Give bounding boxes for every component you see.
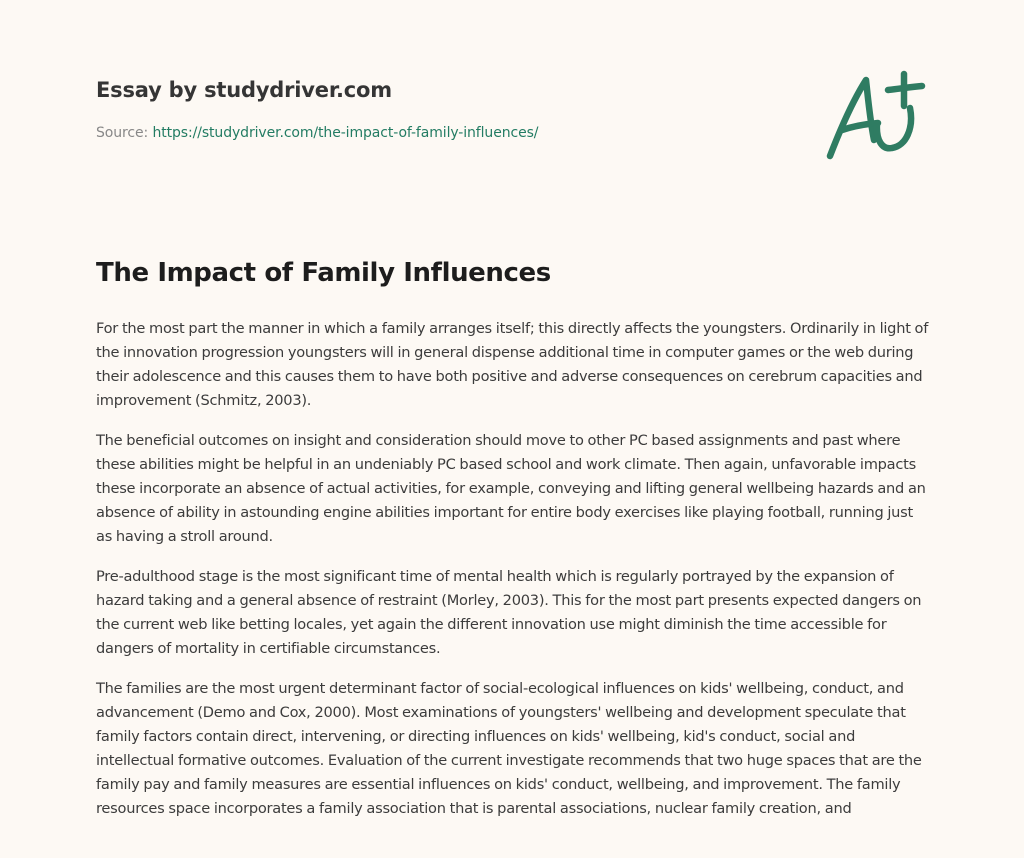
site-title: Essay by studydriver.com (96, 78, 392, 102)
essay-content (96, 255, 932, 837)
essay-paragraph: Pre-adulthood stage is the most significant time of mental health which is regularly portrayed by the expansion of hazard taking and a general absence of restraint (Morley, 2003). This for the most part presents expected dangers on the current web like betting locales, yet again the different innovation use might diminish the time accessible for dangers of mortality in certifiable circumstances. (96, 568, 922, 657)
essay-paragraph: For the most part the manner in which a family arranges itself; this directly affects the youngsters. Ordinarily in light of the innovation progression youngsters will in general dispense additional time in computer games or the web during their adolescence and this causes them to have both positive and adverse consequences on cerebrum capacities and improvement (Schmitz, 2003). (96, 320, 929, 409)
source-label: Source: (96, 125, 153, 141)
a-plus-grade-icon (822, 68, 928, 164)
essay-paragraph: The beneficial outcomes on insight and consideration should move to other PC based assignments and past where these abilities might be helpful in an undeniably PC based school and work climate. Then again, unfavorable impacts these incorporate an absence of actual activities, for example, conveying and lifting general wellbeing hazards and an absence of ability in astounding engine abilities important for entire body exercises like playing football, running just as having a stroll around. (96, 432, 926, 545)
source-line (96, 123, 796, 143)
essay-header (96, 76, 796, 143)
essay-title: The Impact of Family Influences (96, 258, 551, 288)
source-link[interactable]: https://studydriver.com/the-impact-of-family-influences/ (152, 125, 539, 141)
essay-paragraph: The families are the most urgent determinant factor of social-ecological influences on kids' wellbeing, conduct, and advancement (Demo and Cox, 2000). Most examinations of youngsters' wellbeing and development speculate that family factors contain direct, intervening, or directing influences on kids' wellbeing, kid's conduct, social and intellectual formative outcomes. Evaluation of the current investigate recommends that two huge spaces that are the family pay and family measures are essential influences on kids' conduct, wellbeing, and improvement. The family resources space incorporates a family association that is parental associations, nuclear family creation, and (96, 680, 922, 817)
